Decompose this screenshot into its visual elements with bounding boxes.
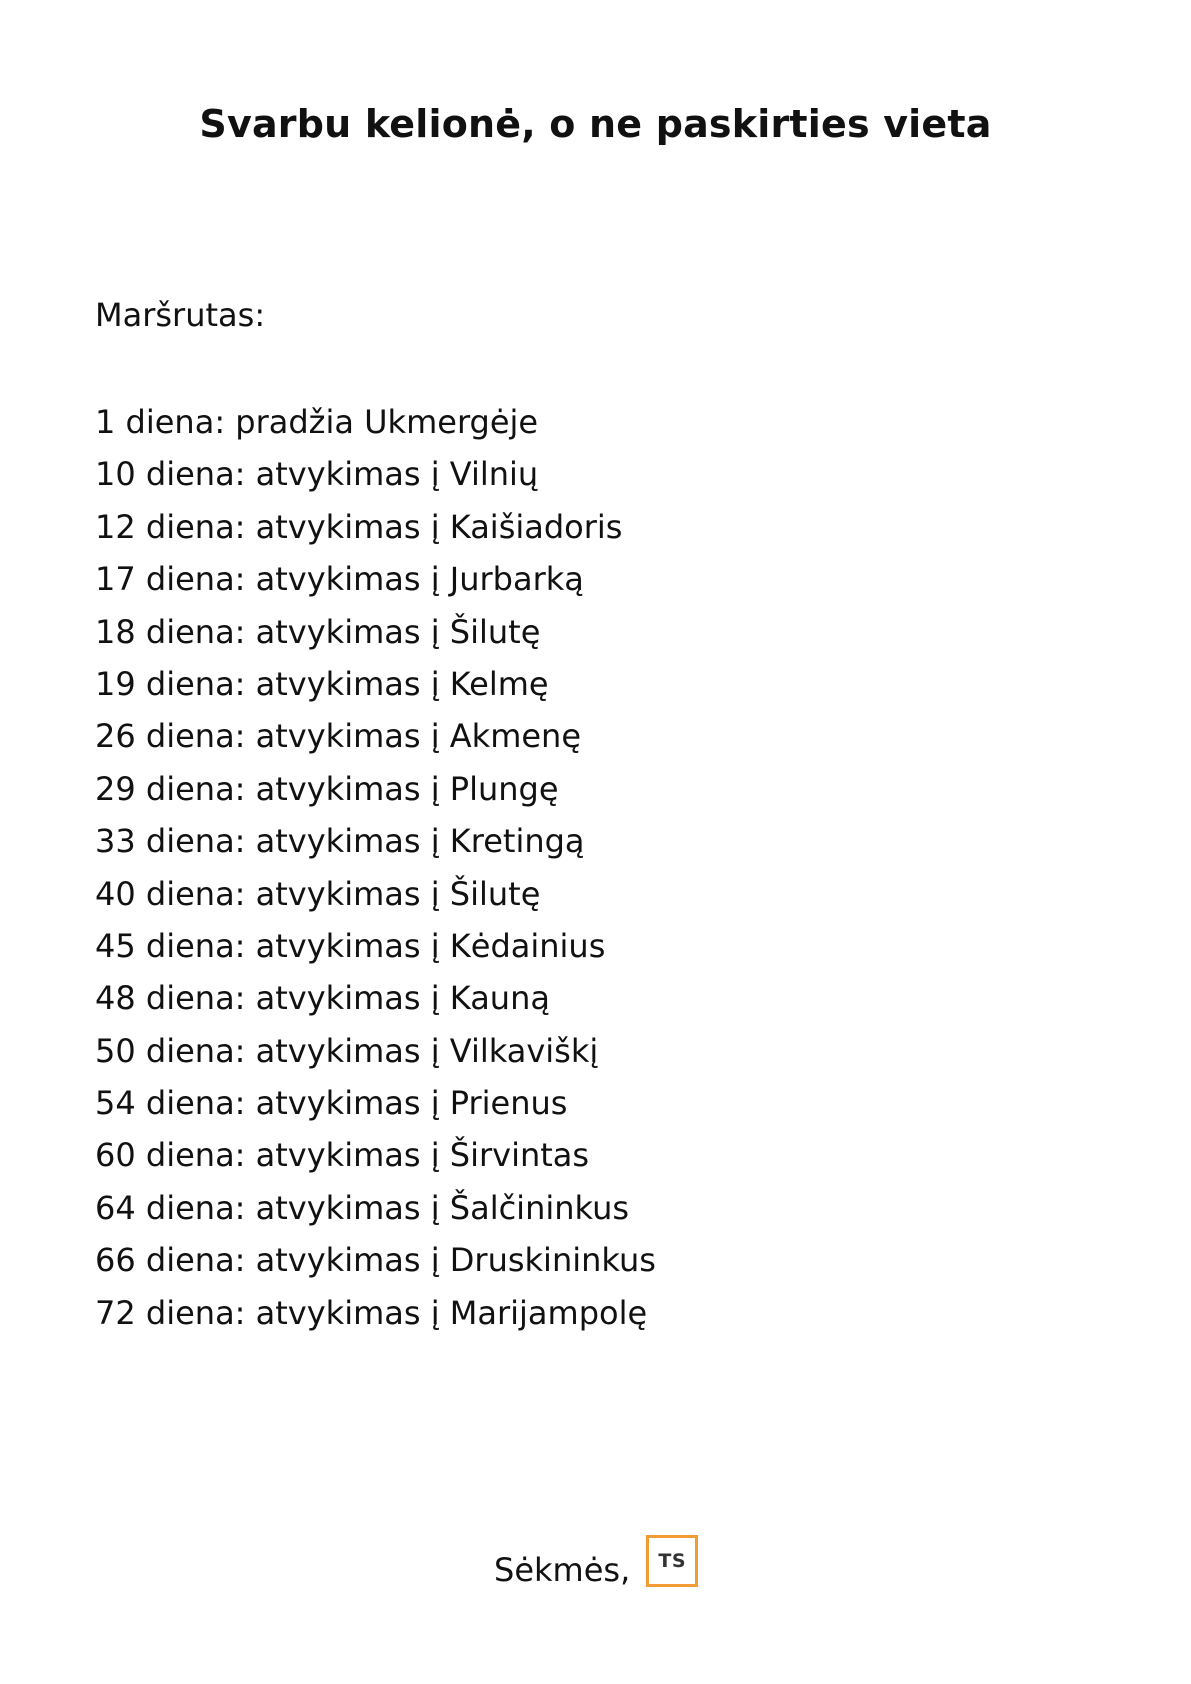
route-item: 1 diena: pradžia Ukmergėje [95,403,539,441]
route-item: 54 diena: atvykimas į Prienus [95,1084,568,1123]
route-list [95,396,656,1339]
route-heading: Maršrutas: [95,296,266,334]
route-item: 72 diena: atvykimas į Marijampolę [95,1293,648,1332]
signoff-text: Sėkmės, [494,1551,631,1589]
route-item: 48 diena: atvykimas į Kauną [95,979,550,1018]
route-item: 29 diena: atvykimas į Plungę [95,769,559,808]
route-item: 18 diena: atvykimas į Šilutę [95,612,541,651]
route-item: 17 diena: atvykimas į Jurbarką [95,560,584,599]
route-item: 66 diena: atvykimas į Druskininkus [95,1241,656,1280]
route-item: 26 diena: atvykimas į Akmenę [95,717,582,756]
signoff [494,1530,698,1592]
ts-logo: TS [646,1535,698,1587]
route-item: 12 diena: atvykimas į Kaišiadoris [95,507,623,546]
route-item: 64 diena: atvykimas į Šalčininkus [95,1188,630,1227]
route-item: 45 diena: atvykimas į Kėdainius [95,926,606,965]
route-item: 60 diena: atvykimas į Širvintas [95,1136,590,1175]
page-title: Svarbu kelionė, o ne paskirties vieta [199,102,992,146]
route-item: 50 diena: atvykimas į Vilkaviškį [95,1031,599,1070]
route-item: 10 diena: atvykimas į Vilnių [95,455,539,494]
route-item: 19 diena: atvykimas į Kelmę [95,664,549,703]
route-item: 33 diena: atvykimas į Kretingą [95,822,585,861]
route-item: 40 diena: atvykimas į Šilutę [95,874,541,913]
